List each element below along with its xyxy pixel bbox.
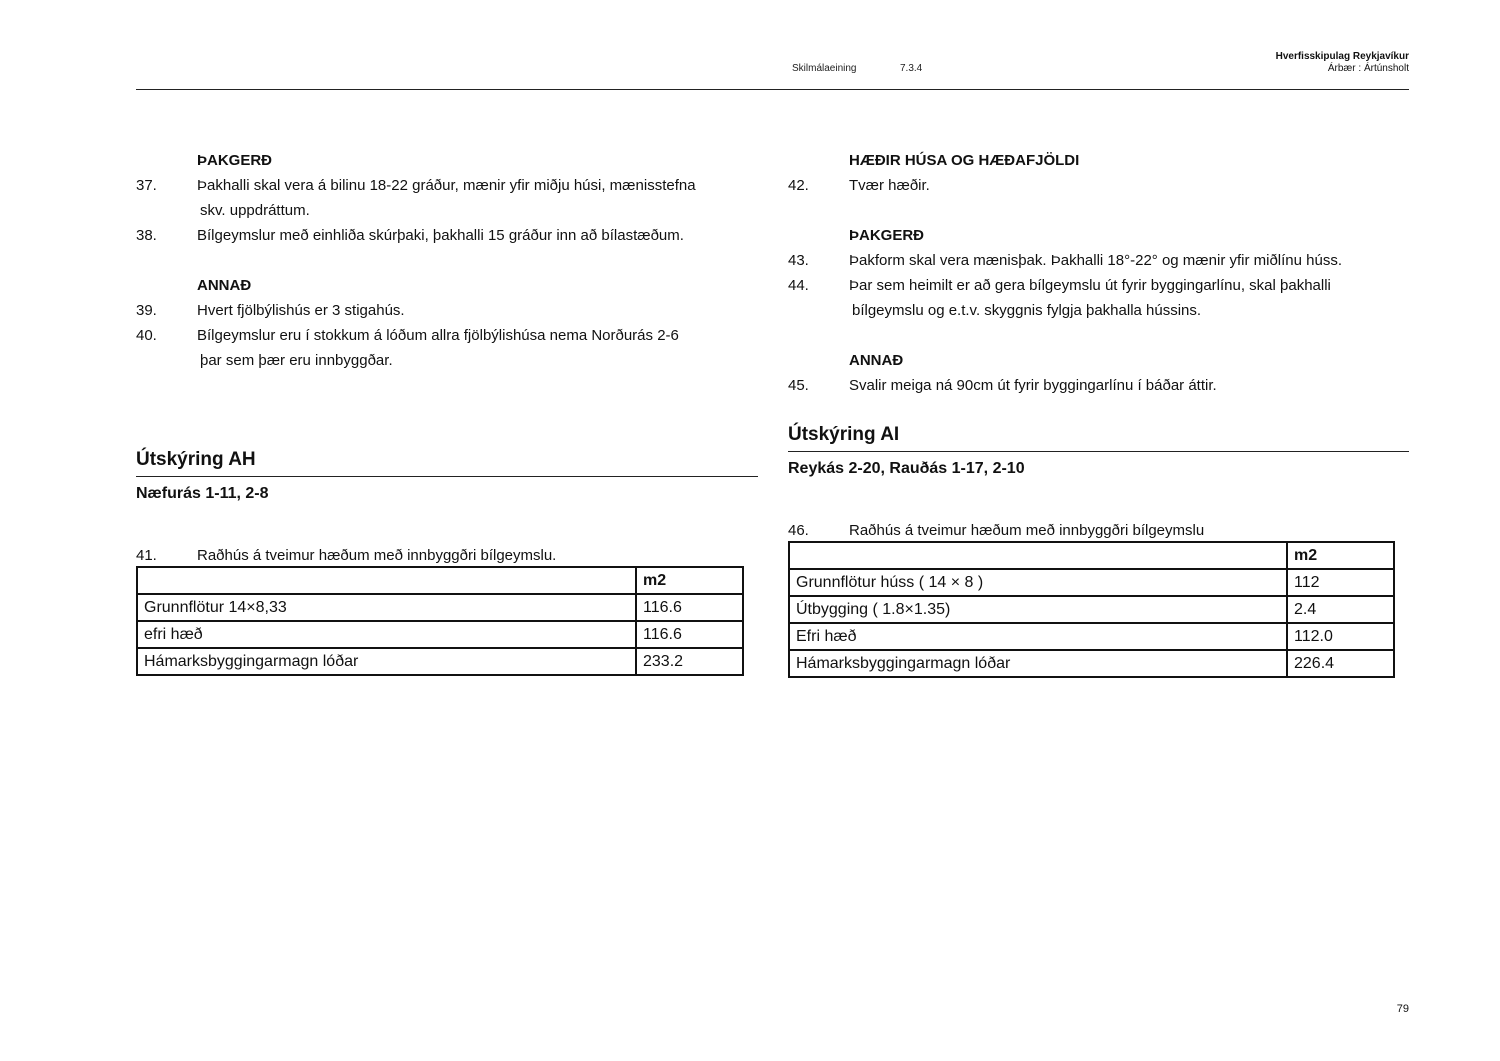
table-cell: Hámarksbyggingarmagn lóðar	[789, 650, 1287, 677]
item-number: 44.	[788, 277, 809, 294]
item-text: Tvær hæðir.	[849, 177, 930, 194]
list-item-43	[788, 248, 1409, 273]
list-item-46	[788, 518, 1409, 543]
heading-text: ANNAÐ	[197, 277, 252, 294]
heading-haedir	[788, 148, 1409, 173]
list-item-37-cont	[136, 198, 758, 223]
section-subtitle-ah: Næfurás 1-11, 2-8	[136, 485, 269, 502]
list-item-45	[788, 373, 1409, 398]
table-cell: efri hæð	[137, 621, 636, 648]
heading-thakgerd-left	[136, 148, 758, 173]
table-cell: Efri hæð	[789, 623, 1287, 650]
section-subtitle-ai: Reykás 2-20, Rauðás 1-17, 2-10	[788, 460, 1025, 477]
list-item-41	[136, 543, 758, 568]
table-cell: 226.4	[1287, 650, 1394, 677]
header-rule	[136, 89, 1409, 90]
area-table-ah	[136, 566, 744, 676]
table-cell: 116.6	[636, 621, 743, 648]
item-text: skv. uppdráttum.	[200, 202, 310, 219]
page-number: 79	[1396, 1003, 1409, 1015]
item-text: Þar sem heimilt er að gera bílgeymslu út fyrir byggingarlínu, skal þakhalli	[849, 277, 1331, 294]
item-text: Svalir meiga ná 90cm út fyrir byggingarlínu í báðar áttir.	[849, 377, 1217, 394]
header-doc-subtitle: Árbær : Ártúnsholt	[1327, 63, 1409, 74]
list-item-37	[136, 173, 758, 198]
table-cell: 116.6	[636, 594, 743, 621]
header-section-number: 7.3.4	[900, 63, 923, 74]
item-number: 43.	[788, 252, 809, 269]
table-row	[789, 569, 1394, 596]
table-header-row	[137, 567, 743, 594]
item-text: þar sem þær eru innbyggðar.	[200, 352, 393, 369]
item-number: 39.	[136, 302, 157, 319]
table-row	[137, 648, 743, 675]
heading-annad-right	[788, 348, 1409, 373]
header-doc-info	[1276, 51, 1409, 75]
header-section-label: Skilmálaeining	[792, 63, 857, 74]
item-text: Raðhús á tveimur hæðum með innbyggðri bílgeymslu	[849, 522, 1205, 539]
item-number: 41.	[136, 547, 157, 564]
heading-text: HÆÐIR HÚSA OG HÆÐAFJÖLDI	[849, 152, 1080, 169]
table-row	[789, 596, 1394, 623]
list-item-42	[788, 173, 1409, 198]
table-cell: 2.4	[1287, 596, 1394, 623]
item-number: 40.	[136, 327, 157, 344]
heading-text: ÞAKGERÐ	[197, 152, 273, 169]
heading-text: ÞAKGERÐ	[849, 227, 925, 244]
right-column	[788, 148, 1409, 678]
item-text: Hvert fjölbýlishús er 3 stigahús.	[197, 302, 405, 319]
list-item-44-cont	[788, 298, 1409, 323]
item-text: bílgeymslu og e.t.v. skyggnis fylgja þakhalla hússins.	[852, 302, 1202, 319]
table-row	[789, 650, 1394, 677]
list-item-40-cont	[136, 348, 758, 373]
table-cell: Grunnflötur húss ( 14 × 8 )	[789, 569, 1287, 596]
table-row	[789, 623, 1394, 650]
left-column	[136, 148, 758, 676]
item-number: 38.	[136, 227, 157, 244]
table-header-cell	[137, 567, 636, 594]
item-text: Bílgeymslur með einhliða skúrþaki, þakhalli 15 gráður inn að bílastæðum.	[197, 227, 684, 244]
list-item-38	[136, 223, 758, 248]
list-item-40	[136, 323, 758, 348]
heading-text: ANNAÐ	[849, 352, 904, 369]
table-row	[137, 594, 743, 621]
section-title-ah: Útskýring AH	[136, 448, 758, 477]
item-number: 46.	[788, 522, 809, 539]
item-text: Þakhalli skal vera á bilinu 18-22 gráður, mænir yfir miðju húsi, mænisstefna	[197, 177, 696, 194]
table-header-cell: m2	[636, 567, 743, 594]
list-item-44	[788, 273, 1409, 298]
table-cell: Útbygging ( 1.8×1.35)	[789, 596, 1287, 623]
item-text: Raðhús á tveimur hæðum með innbyggðri bílgeymslu.	[197, 547, 557, 564]
list-item-39	[136, 298, 758, 323]
table-row	[137, 621, 743, 648]
header-doc-title: Hverfisskipulag Reykjavíkur	[1275, 51, 1409, 62]
heading-thakgerd-right	[788, 223, 1409, 248]
table-cell: 233.2	[636, 648, 743, 675]
table-header-cell: m2	[1287, 542, 1394, 569]
item-number: 42.	[788, 177, 809, 194]
table-cell: Hámarksbyggingarmagn lóðar	[137, 648, 636, 675]
item-number: 45.	[788, 377, 809, 394]
item-text: Þakform skal vera mænisþak. Þakhalli 18°-22° og mænir yfir miðlínu húss.	[849, 252, 1343, 269]
table-cell: 112.0	[1287, 623, 1394, 650]
item-number: 37.	[136, 177, 157, 194]
section-title-ai: Útskýring AI	[788, 423, 1409, 452]
heading-annad-left	[136, 273, 758, 298]
table-cell: 112	[1287, 569, 1394, 596]
item-text: Bílgeymslur eru í stokkum á lóðum allra fjölbýlishúsa nema Norðurás 2-6	[197, 327, 679, 344]
area-table-ai	[788, 541, 1395, 678]
table-header-row	[789, 542, 1394, 569]
table-cell: Grunnflötur 14×8,33	[137, 594, 636, 621]
table-header-cell	[789, 542, 1287, 569]
